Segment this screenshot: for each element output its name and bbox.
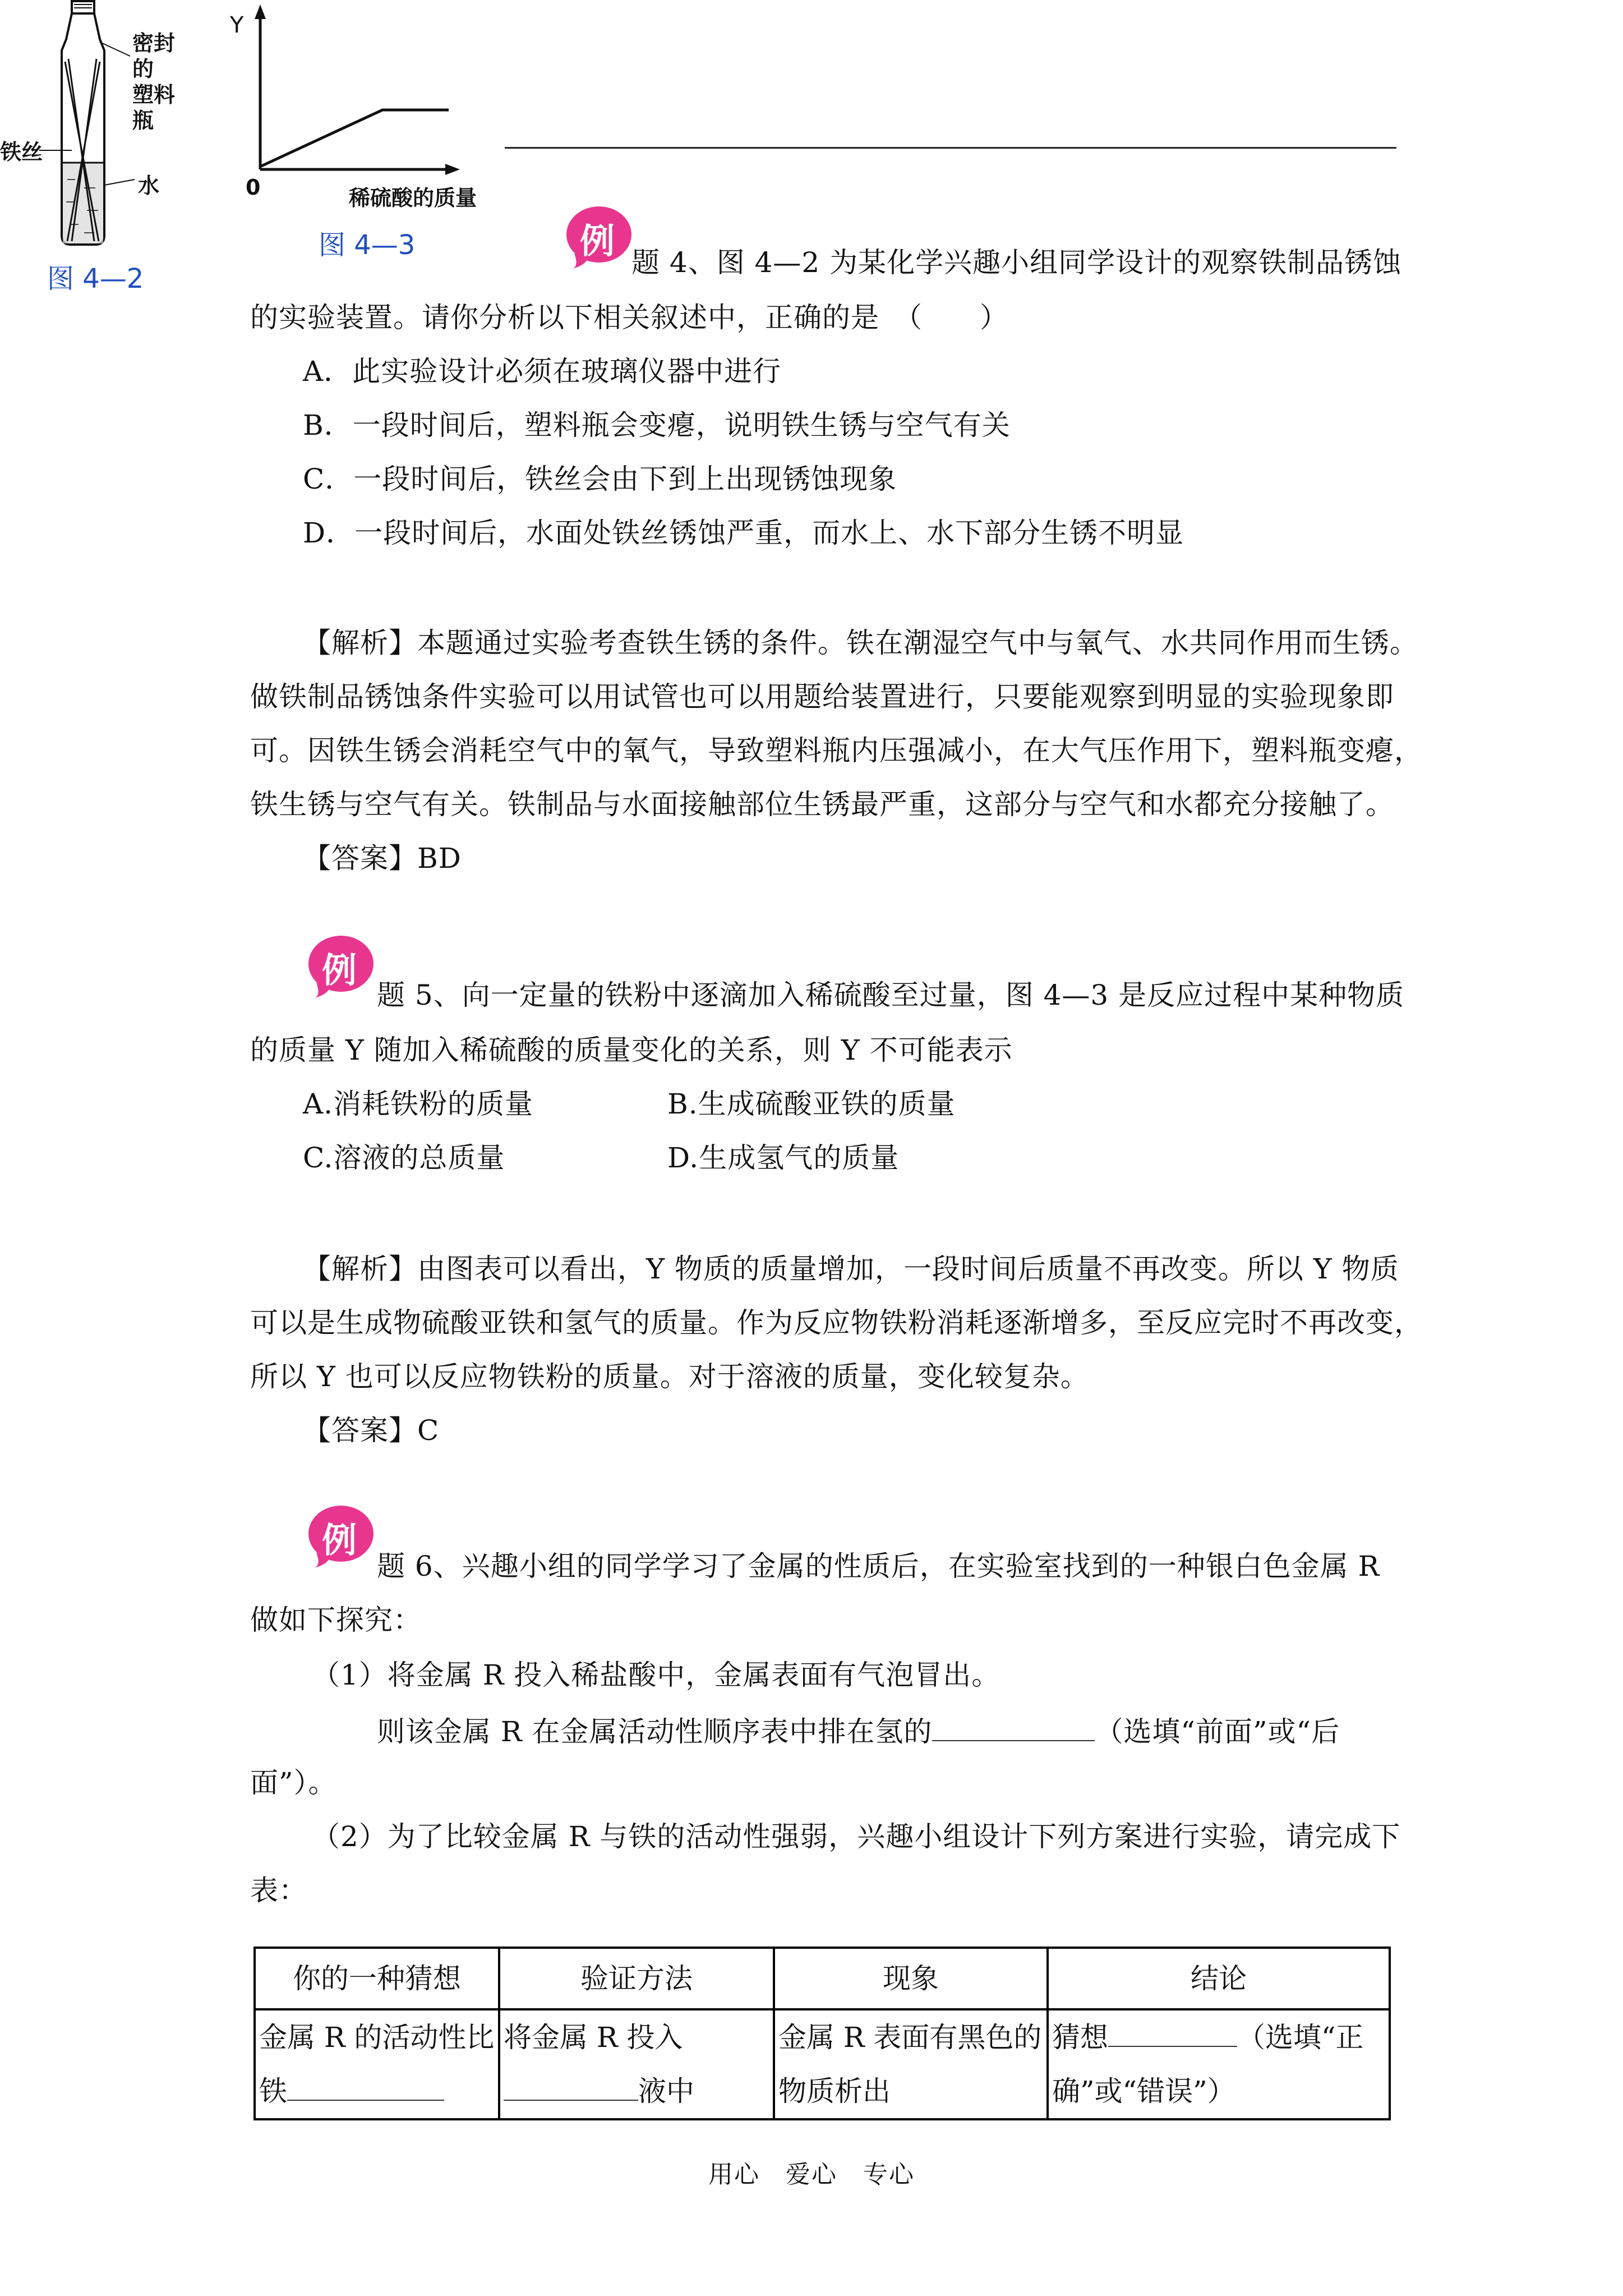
q6-part1-fill-end: 面”）。 (250, 1766, 337, 1799)
figure-4-3-caption: 图 4—3 (319, 229, 416, 261)
q5-analysis-line1: 【解析】由图表可以看出，Y 物质的质量增加，一段时间后质量不再改变。所以 Y 物质 (303, 1253, 1399, 1285)
q6-part2: （2）为了比较金属 R 与铁的活动性强弱，兴趣小组设计下列方案进行实验，请完成下 (312, 1820, 1401, 1853)
q4-option-a: A．此实验设计必须在玻璃仪器中进行 (303, 355, 782, 388)
q6-part1-fill: 则该金属 R 在金属活动性顺序表中排在氢的 （选填“前面”或“后 (377, 1712, 1340, 1749)
fill-blank-position[interactable] (932, 1712, 1095, 1741)
table-header-row (255, 1948, 1390, 2009)
figure-4-2-caption: 图 4—2 (47, 263, 144, 295)
q5-analysis-line2: 可以是生成物硫酸亚铁和氢气的质量。作为反应物铁粉消耗逐渐增多，至反应完时不再改变， (250, 1306, 1423, 1339)
label-iron-wire: 铁丝 (0, 140, 43, 164)
experiment-table (253, 1947, 1391, 2120)
cell-phenomenon: 金属 R 表面有黑色的 物质析出 (774, 2009, 1048, 2119)
badge-text: 例 (580, 220, 615, 261)
q4-analysis-line4: 铁生锈与空气有关。铁制品与水面接触部位生锈最严重，这部分与空气和水都充分接触了。 (250, 788, 1394, 821)
label-water: 水 (138, 173, 160, 198)
cell-conclusion: 猜想 （选填“正 确”或“错误”） (1048, 2009, 1390, 2119)
q4-stem-line1: 题 4、图 4—2 为某化学兴趣小组同学设计的观察铁制品锈蚀 (631, 246, 1402, 279)
badge-text: 例 (322, 1520, 357, 1561)
q4-analysis-line1: 【解析】本题通过实验考查铁生锈的条件。铁在潮湿空气中与氧气、水共同作用而生锈。 (303, 627, 1418, 659)
q6-part1: （1）将金属 R 投入稀盐酸中，金属表面有气泡冒出。 (312, 1659, 1000, 1691)
example-badge-q6 (305, 1501, 378, 1568)
q4-analysis-line2: 做铁制品锈蚀条件实验可以用试管也可以用题给装置进行，只要能观察到明显的实验现象即 (250, 680, 1394, 713)
figure-4-3 (230, 0, 510, 269)
q5-answer: 【答案】C (303, 1414, 440, 1447)
q4-answer: 【答案】BD (303, 842, 462, 875)
table-header-method: 验证方法 (499, 1948, 774, 2009)
graph-x-axis-label: 稀硫酸的质量 (349, 186, 477, 210)
table-header-conclusion: 结论 (1048, 1948, 1390, 2009)
cell-guess: 金属 R 的活动性比 铁 (255, 2009, 499, 2119)
badge-text: 例 (322, 950, 357, 991)
q5-option-a: A.消耗铁粉的质量 (303, 1088, 534, 1120)
example-badge-q5 (305, 931, 378, 999)
q5-analysis-line3: 所以 Y 也可以反应物铁粉的质量。对于溶液的质量，变化较复杂。 (250, 1360, 1089, 1393)
cell-method: 将金属 R 投入 液中 (499, 2009, 774, 2119)
q4-analysis-line3: 可。因铁生锈会消耗空气中的氧气，导致塑料瓶内压强减小，在大气压作用下，塑料瓶变瘪， (250, 734, 1423, 767)
fill-blank-guess[interactable] (287, 2072, 444, 2101)
q5-option-d: D.生成氢气的质量 (667, 1142, 900, 1174)
figure-4-2 (0, 0, 191, 295)
graph-origin-label: 0 (246, 175, 261, 200)
q4-option-b: B．一段时间后，塑料瓶会变瘪，说明铁生锈与空气有关 (303, 409, 1011, 441)
q6-stem-line2: 做如下探究： (250, 1604, 422, 1636)
table-row (255, 2009, 1390, 2119)
table-header-guess: 你的一种猜想 (255, 1948, 499, 2009)
q4-option-d: D．一段时间后，水面处铁丝锈蚀严重，而水上、水下部分生锈不明显 (303, 517, 1184, 549)
q6-stem-line1: 题 6、兴趣小组的同学学习了金属的性质后，在实验室找到的一种银白色金属 R (377, 1550, 1380, 1582)
q4-stem-line2: 的实验装置。请你分析以下相关叙述中，正确的是 （ ） (250, 301, 1008, 334)
q5-stem-line2: 的质量 Y 随加入稀硫酸的质量变化的关系，则 Y 不可能表示 (250, 1034, 1013, 1066)
q5-option-c: C.溶液的总质量 (303, 1142, 505, 1174)
header-rule (505, 147, 1396, 149)
graph-y-axis-label: Y (230, 12, 244, 38)
table-header-phenomenon: 现象 (774, 1948, 1048, 2009)
fill-blank-solution[interactable] (504, 2072, 638, 2101)
q5-option-b: B.生成硫酸亚铁的质量 (667, 1088, 956, 1120)
label-sealed-plastic-bottle: 密封的 塑料瓶 (132, 31, 176, 133)
example-badge-q4 (563, 202, 636, 269)
q5-stem-line1: 题 5、向一定量的铁粉中逐滴加入稀硫酸至过量，图 4—3 是反应过程中某种物质 (377, 979, 1405, 1011)
q6-part2-end: 表： (250, 1874, 307, 1907)
page-footer: 用心 爱心 专心 (708, 2160, 915, 2189)
q4-option-c: C．一段时间后，铁丝会由下到上出现锈蚀现象 (303, 463, 897, 495)
fill-blank-conclusion[interactable] (1108, 2018, 1237, 2047)
